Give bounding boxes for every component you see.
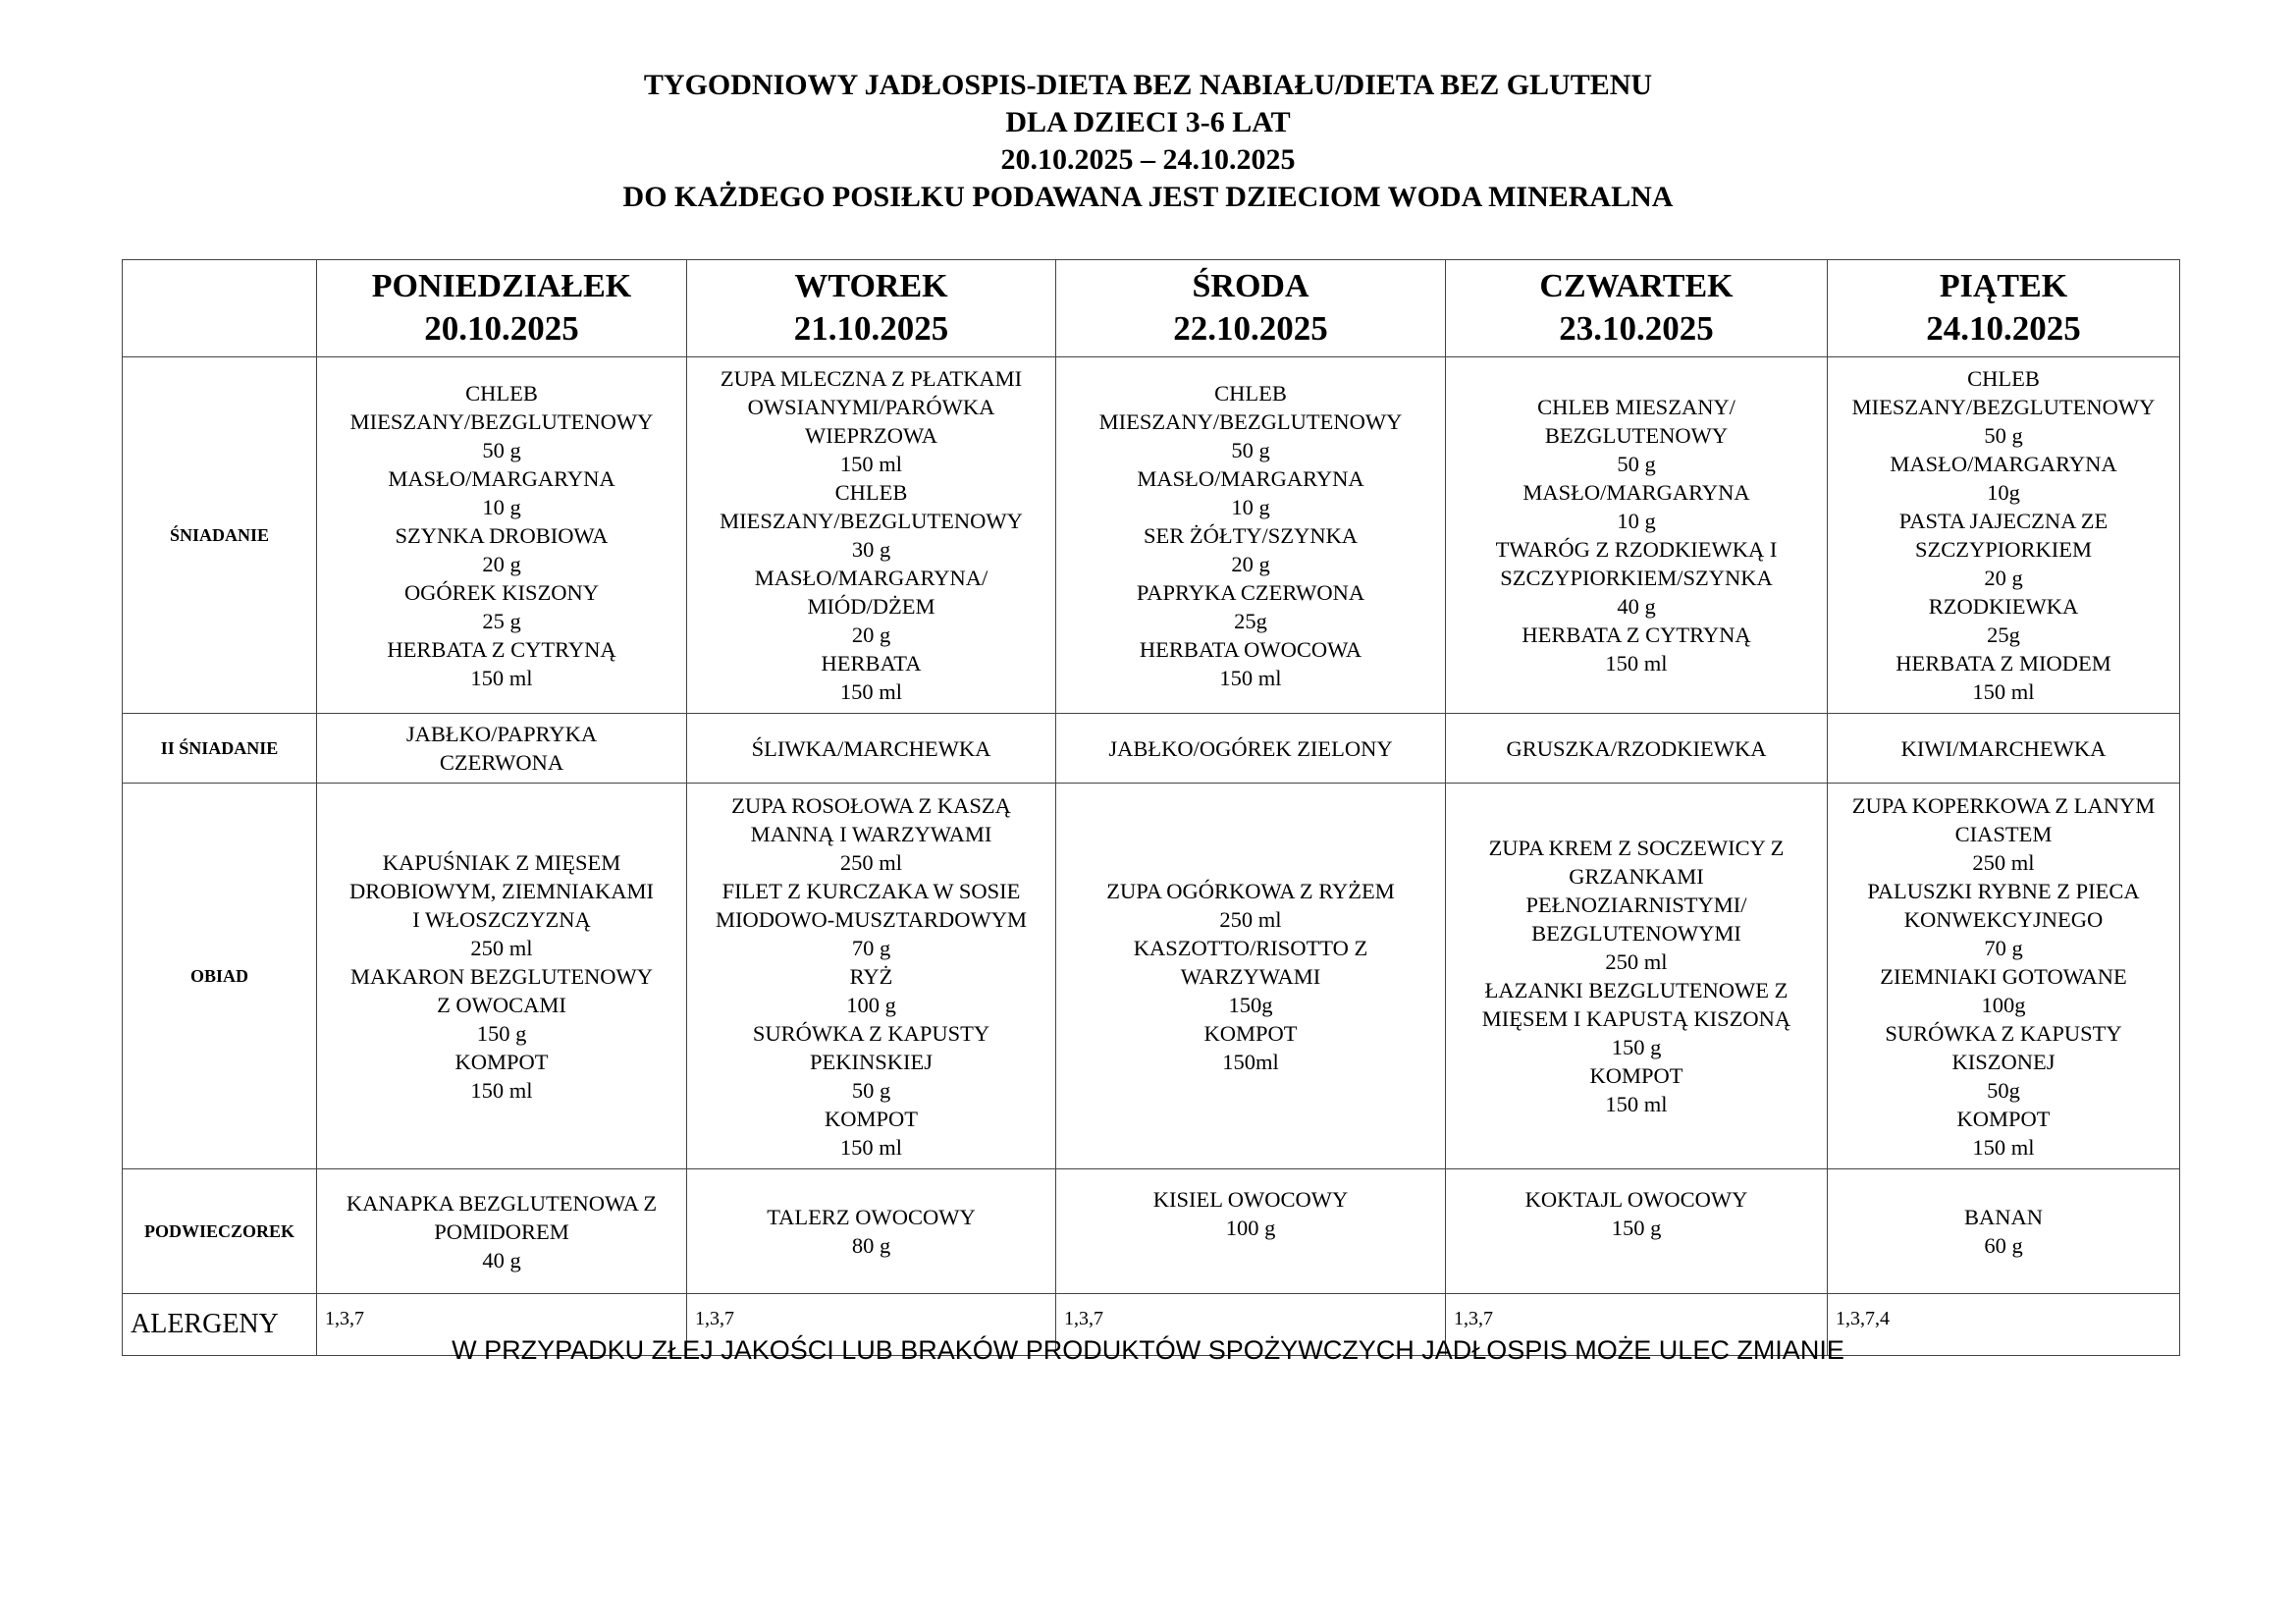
menu-item-line: 250 ml bbox=[470, 935, 533, 960]
menu-item-line: 50 g bbox=[482, 437, 521, 462]
menu-item-line: MASŁO/MARGARYNA bbox=[388, 465, 615, 491]
menu-item-line: PAPRYKA CZERWONA bbox=[1136, 579, 1365, 605]
menu-item-line: 25g bbox=[1234, 608, 1267, 633]
menu-item-line: DROBIOWYM, ZIEMNIAKAMI bbox=[349, 878, 654, 903]
meal-cell bbox=[1056, 784, 1446, 1169]
menu-item-line: 100g bbox=[1981, 992, 2026, 1017]
menu-item-line: OGÓREK KISZONY bbox=[403, 579, 600, 605]
menu-item-line: CZERWONA bbox=[439, 750, 564, 775]
day-name: WTOREK bbox=[794, 268, 948, 304]
meal-cell bbox=[1828, 784, 2180, 1169]
menu-item-line: 70 g bbox=[851, 935, 891, 960]
menu-item-line: MIODOWO-MUSZTARDOWYM bbox=[716, 906, 1027, 932]
menu-item-line: JABŁKO/PAPRYKA bbox=[405, 722, 598, 746]
menu-item-line: CHLEB bbox=[1214, 380, 1287, 406]
meal-cell bbox=[1828, 1169, 2180, 1294]
menu-item-line: ŚLIWKA/MARCHEWKA bbox=[751, 735, 991, 761]
meal-cell bbox=[317, 714, 687, 784]
meal-cell bbox=[1056, 714, 1446, 784]
meal-label: PODWIECZOREK bbox=[123, 1169, 317, 1294]
menu-item-line: 10 g bbox=[1231, 494, 1270, 519]
menu-item-line: 70 g bbox=[1984, 935, 2023, 960]
meal-cell bbox=[1446, 1169, 1828, 1294]
menu-item-line: 25 g bbox=[482, 608, 521, 633]
menu-item-line: 150 g bbox=[476, 1020, 527, 1046]
menu-item-line: SURÓWKA Z KAPUSTY bbox=[1885, 1020, 2122, 1046]
menu-item-line: 10 g bbox=[482, 494, 521, 519]
menu-item-line: 150 ml bbox=[1605, 1092, 1668, 1116]
menu-item-line: WIEPRZOWA bbox=[805, 423, 937, 448]
menu-item-line: RZODKIEWKA bbox=[1928, 594, 2079, 619]
menu-item-line: 150 ml bbox=[1605, 651, 1668, 676]
menu-item-line: CHLEB bbox=[1967, 366, 2040, 391]
menu-item-line: 50 g bbox=[1617, 452, 1656, 476]
day-date: 20.10.2025 bbox=[424, 309, 579, 348]
menu-item-line: SZYNKA DROBIOWA bbox=[395, 522, 609, 548]
menu-item-line: 150 ml bbox=[1972, 679, 2035, 704]
meal-row-afternoon-snack bbox=[123, 1169, 2180, 1294]
meal-cell bbox=[1828, 357, 2180, 714]
menu-item-line: HERBATA OWOCOWA bbox=[1139, 636, 1362, 662]
menu-item-line: HERBATA Z MIODEM bbox=[1896, 651, 2111, 676]
menu-item-line: MIESZANY/BEZGLUTENOWY bbox=[1098, 408, 1403, 434]
meal-cell bbox=[687, 784, 1056, 1169]
menu-item-line: 150 g bbox=[1611, 1035, 1662, 1059]
menu-item-line: KONWEKCYJNEGO bbox=[1903, 906, 2104, 932]
menu-item-line: 150 ml bbox=[839, 1134, 903, 1160]
menu-item-line: 50 g bbox=[1231, 437, 1270, 462]
menu-item-line: 250 ml bbox=[1605, 949, 1668, 974]
allergens-cell: 1,3,7 bbox=[1056, 1294, 1446, 1356]
menu-item-line: PALUSZKI RYBNE Z PIECA bbox=[1867, 878, 2140, 903]
day-date: 21.10.2025 bbox=[793, 309, 949, 348]
allergens-cell: 1,3,7,4 bbox=[1828, 1294, 2180, 1356]
menu-item-line: ŁAZANKI BEZGLUTENOWE Z bbox=[1484, 978, 1789, 1002]
meal-cell bbox=[1828, 714, 2180, 784]
menu-item-line: 250 ml bbox=[1972, 849, 2035, 875]
corner-cell bbox=[123, 260, 317, 357]
menu-item-line: MANNĄ I WARZYWAMI bbox=[750, 821, 992, 846]
table-header-row bbox=[123, 260, 2180, 357]
allergens-cell: 1,3,7 bbox=[687, 1294, 1056, 1356]
menu-item-line: 150g bbox=[1228, 992, 1273, 1017]
meal-cell bbox=[317, 357, 687, 714]
menu-item-line: ZUPA OGÓRKOWA Z RYŻEM bbox=[1106, 878, 1395, 903]
menu-item-line: 60 g bbox=[1984, 1233, 2023, 1258]
menu-item-line: SER ŻÓŁTY/SZYNKA bbox=[1143, 522, 1359, 548]
menu-item-line: MIESZANY/BEZGLUTENOWY bbox=[349, 408, 654, 434]
day-date: 24.10.2025 bbox=[1926, 309, 2081, 348]
title-line: DO KAŻDEGO POSIŁKU PODAWANA JEST DZIECIOM WODA MINERALNA bbox=[622, 181, 1674, 213]
footer-note: W PRZYPADKU ZŁEJ JAKOŚCI LUB BRAKÓW PRODUKTÓW SPOŻYWCZYCH JADŁOSPIS MOŻE ULEC ZMIANIE bbox=[452, 1335, 1844, 1365]
day-date: 22.10.2025 bbox=[1173, 309, 1328, 348]
menu-item-line: KIWI/MARCHEWKA bbox=[1900, 735, 2107, 761]
menu-item-line: 20 g bbox=[851, 623, 891, 647]
allergens-label: ALERGENY bbox=[123, 1294, 317, 1356]
day-header bbox=[687, 260, 1056, 357]
menu-item-line: TALERZ OWOCOWY bbox=[767, 1205, 976, 1229]
menu-item-line: 150 ml bbox=[470, 665, 533, 690]
allergens-cell: 1,3,7 bbox=[1446, 1294, 1828, 1356]
menu-item-line: KOMPOT bbox=[454, 1049, 549, 1074]
menu-item-line: GRZANKAMI bbox=[1569, 864, 1704, 889]
menu-item-line: ZUPA MLECZNA Z PŁATKAMI bbox=[720, 366, 1023, 391]
menu-item-line: I WŁOSZCZYZNĄ bbox=[412, 906, 591, 932]
meal-cell bbox=[687, 1169, 1056, 1294]
menu-item-line: JABŁKO/OGÓREK ZIELONY bbox=[1108, 735, 1393, 761]
day-header bbox=[317, 260, 687, 357]
menu-item-line: 150 ml bbox=[1219, 665, 1282, 690]
menu-item-line: 150 ml bbox=[470, 1077, 533, 1103]
menu-item-line: MIESZANY/BEZGLUTENOWY bbox=[1851, 395, 2156, 419]
menu-item-line: 40 g bbox=[482, 1247, 521, 1272]
title-line: TYGODNIOWY JADŁOSPIS-DIETA BEZ NABIAŁU/DIETA BEZ GLUTENU bbox=[643, 69, 1653, 101]
meal-cell bbox=[1446, 357, 1828, 714]
menu-item-line: KOMPOT bbox=[1956, 1106, 2051, 1131]
menu-item-line: PEŁNOZIARNISTYMI/ bbox=[1525, 893, 1747, 917]
menu-item-line: 10 g bbox=[1617, 509, 1656, 533]
menu-item-line: KISIEL OWOCOWY bbox=[1152, 1187, 1349, 1212]
meal-cell bbox=[687, 714, 1056, 784]
menu-item-line: KOMPOT bbox=[824, 1106, 918, 1131]
menu-item-line: 150 ml bbox=[839, 679, 903, 704]
meal-cell bbox=[687, 357, 1056, 714]
meal-cell bbox=[1446, 714, 1828, 784]
day-header bbox=[1828, 260, 2180, 357]
menu-item-line: 40 g bbox=[1617, 594, 1656, 619]
menu-item-line: 50 g bbox=[851, 1077, 891, 1103]
menu-item-line: KOKTAJL OWOCOWY bbox=[1524, 1187, 1748, 1212]
menu-item-line: CHLEB bbox=[834, 480, 908, 505]
menu-item-line: ZUPA KREM Z SOCZEWICY Z bbox=[1488, 836, 1785, 860]
meal-row-second-breakfast bbox=[123, 714, 2180, 784]
menu-item-line: HERBATA Z CYTRYNĄ bbox=[1522, 623, 1751, 647]
day-name: PIĄTEK bbox=[1939, 268, 2068, 304]
menu-item-line: BANAN bbox=[1963, 1205, 2043, 1229]
menu-item-line: SURÓWKA Z KAPUSTY bbox=[752, 1020, 990, 1046]
menu-item-line: RYŻ bbox=[849, 963, 893, 989]
menu-item-line: 20 g bbox=[482, 551, 521, 576]
meal-label: OBIAD bbox=[123, 784, 317, 1169]
menu-item-line: 150ml bbox=[1222, 1049, 1279, 1074]
day-name: CZWARTEK bbox=[1539, 268, 1734, 304]
menu-item-line: 80 g bbox=[851, 1233, 891, 1258]
meal-cell bbox=[317, 1169, 687, 1294]
page-title bbox=[0, 67, 2296, 216]
menu-item-line: MIESZANY/BEZGLUTENOWY bbox=[720, 509, 1023, 533]
menu-item-line: KANAPKA BEZGLUTENOWA Z bbox=[346, 1190, 658, 1216]
menu-item-line: ZIEMNIAKI GOTOWANE bbox=[1880, 963, 2127, 989]
menu-item-line: KASZOTTO/RISOTTO Z bbox=[1133, 935, 1368, 960]
menu-item-line: 250 ml bbox=[839, 849, 903, 875]
menu-item-line: KAPUŚNIAK Z MIĘSEM bbox=[382, 849, 621, 875]
menu-item-line: MIĘSEM I KAPUSTĄ KISZONĄ bbox=[1481, 1006, 1791, 1031]
menu-item-line: MAKARON BEZGLUTENOWY bbox=[349, 963, 654, 989]
menu-item-line: 150 ml bbox=[839, 452, 903, 476]
day-name: ŚRODA bbox=[1192, 268, 1309, 304]
menu-item-line: CHLEB MIESZANY/ bbox=[1537, 395, 1735, 419]
menu-item-line: SZCZYPIORKIEM/SZYNKA bbox=[1500, 566, 1773, 590]
title-line: 20.10.2025 – 24.10.2025 bbox=[1000, 143, 1296, 176]
menu-item-line: BEZGLUTENOWY bbox=[1544, 423, 1729, 448]
menu-item-line: KISZONEJ bbox=[1951, 1049, 2056, 1074]
menu-item-line: 50 g bbox=[1984, 423, 2023, 448]
menu-item-line: 10g bbox=[1987, 480, 2020, 505]
menu-item-line: CIASTEM bbox=[1954, 821, 2053, 846]
meal-cell bbox=[1446, 784, 1828, 1169]
menu-item-line: 50g bbox=[1987, 1077, 2020, 1103]
menu-item-line: KOMPOT bbox=[1203, 1020, 1298, 1046]
menu-item-line: PEKINSKIEJ bbox=[809, 1049, 933, 1074]
menu-item-line: ZUPA KOPERKOWA Z LANYM bbox=[1851, 792, 2156, 818]
menu-item-line: 30 g bbox=[851, 537, 891, 562]
meal-cell bbox=[1056, 357, 1446, 714]
menu-item-line: TWARÓG Z RZODKIEWKĄ I bbox=[1495, 537, 1778, 562]
menu-item-line: 25g bbox=[1987, 623, 2020, 647]
menu-item-line: Z OWOCAMI bbox=[437, 992, 566, 1017]
menu-item-line: HERBATA bbox=[821, 651, 922, 676]
menu-item-line: 250 ml bbox=[1219, 906, 1282, 932]
menu-item-line: MASŁO/MARGARYNA bbox=[1137, 465, 1364, 491]
menu-item-line: BEZGLUTENOWYMI bbox=[1531, 921, 1741, 946]
meal-label: II ŚNIADANIE bbox=[123, 714, 317, 784]
menu-item-line: OWSIANYMI/PARÓWKA bbox=[747, 395, 995, 419]
menu-item-line: KOMPOT bbox=[1589, 1063, 1683, 1088]
meal-cell bbox=[1056, 1169, 1446, 1294]
menu-item-line: SZCZYPIORKIEM bbox=[1914, 537, 2092, 562]
day-header bbox=[1446, 260, 1828, 357]
menu-table bbox=[122, 259, 2180, 1356]
menu-item-line: 20 g bbox=[1231, 551, 1270, 576]
menu-item-line: 150 ml bbox=[1972, 1134, 2035, 1160]
menu-item-line: MASŁO/MARGARYNA bbox=[1890, 452, 2117, 476]
menu-item-line: CHLEB bbox=[465, 380, 538, 406]
meal-cell bbox=[317, 784, 687, 1169]
meal-row-breakfast bbox=[123, 357, 2180, 714]
menu-item-line: MASŁO/MARGARYNA/ bbox=[754, 566, 988, 590]
menu-item-line: MIÓD/DŻEM bbox=[807, 594, 935, 619]
menu-item-line: MASŁO/MARGARYNA bbox=[1522, 480, 1750, 505]
menu-item-line: 100 g bbox=[846, 992, 896, 1017]
day-header bbox=[1056, 260, 1446, 357]
menu-item-line: FILET Z KURCZAKA W SOSIE bbox=[721, 878, 1021, 903]
day-name: PONIEDZIAŁEK bbox=[371, 268, 632, 304]
menu-item-line: WARZYWAMI bbox=[1180, 963, 1321, 989]
menu-item-line: ZUPA ROSOŁOWA Z KASZĄ bbox=[731, 792, 1011, 818]
meal-row-lunch bbox=[123, 784, 2180, 1169]
title-line: DLA DZIECI 3-6 LAT bbox=[1005, 106, 1291, 138]
menu-item-line: 20 g bbox=[1984, 566, 2023, 590]
menu-item-line: GRUSZKA/RZODKIEWKA bbox=[1506, 735, 1767, 761]
menu-item-line: 150 g bbox=[1611, 1216, 1662, 1240]
menu-item-line: PASTA JAJECZNA ZE bbox=[1898, 509, 2109, 533]
menu-item-line: 100 g bbox=[1225, 1216, 1276, 1240]
allergens-cell: 1,3,7 bbox=[317, 1294, 687, 1356]
meal-label: ŚNIADANIE bbox=[123, 357, 317, 714]
day-date: 23.10.2025 bbox=[1559, 309, 1714, 348]
menu-item-line: HERBATA Z CYTRYNĄ bbox=[387, 636, 616, 662]
menu-item-line: POMIDOREM bbox=[434, 1218, 569, 1244]
